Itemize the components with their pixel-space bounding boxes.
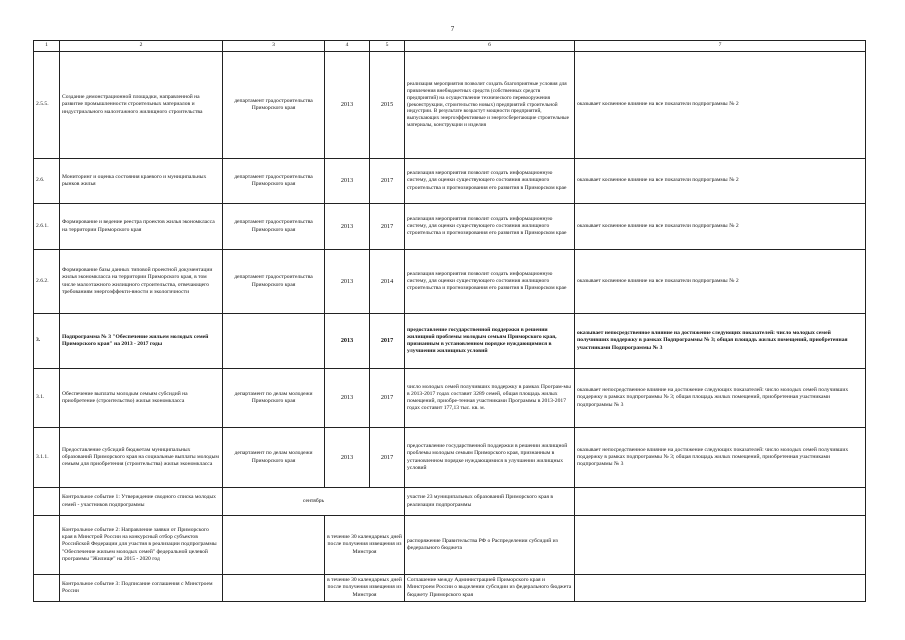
indicator-relation [575, 575, 866, 602]
page-number: 7 [450, 25, 455, 33]
indicator-relation: оказывает непосредственное влияние на достижение следующих показателей: число молодых семей получивших поддержку в рамках подпрограммы № 3; общая площадь жилых помещений, приобретенная участниками подпрограммы № 3 [575, 369, 866, 428]
activity-name: Мониторинг и оценка состояния краевого и муниципальных рынков жилья [60, 159, 223, 204]
activity-name: Формирование базы данных типовой проектной документации жилья экономкласса на территории Приморского края, в том числе малоэтажного жилищного строительства, отвечающего требованиям энергоэффекти-вности и экологичности [60, 250, 223, 314]
start-year: 2013 [325, 204, 370, 250]
event-term: сентябрь [223, 488, 405, 516]
end-year: 2014 [370, 250, 405, 314]
row-number [34, 516, 60, 575]
executor: департамент по делам молодежи Приморского края [223, 428, 325, 488]
row-number: 2.5.5. [34, 52, 60, 159]
indicator-relation: оказывает непосредственное влияние на достижение следующих показателей: число молодых семей получивших поддержку в рамках подпрограммы № 3; общая площадь жилых помещений, приобретенная участниками подпрограммы № 3 [575, 428, 866, 488]
end-year: 2017 [370, 314, 405, 369]
executor: департамент градостроительства Приморского края [223, 204, 325, 250]
header-row [34, 41, 866, 52]
row-number: 2.6. [34, 159, 60, 204]
program-activities-table [33, 40, 866, 602]
column-header: 1 [34, 41, 60, 52]
event-name: Контрольное событие 3: Подписание соглашения с Минстроем России [60, 575, 223, 602]
row-number: 2.6.2. [34, 250, 60, 314]
executor: департамент градостроительства Приморского края [223, 52, 325, 159]
event-result: участие 23 муниципальных образований Приморского края в реализации подпрограммы [405, 488, 575, 516]
row-number: 3.1. [34, 369, 60, 428]
control-event-row [34, 516, 866, 575]
executor: департамент по делам молодежи Приморского края [223, 369, 325, 428]
table-row [34, 52, 866, 159]
event-result: распоряжение Правительства РФ о Распределении субсидий из федерального бюджета [405, 516, 575, 575]
activity-name: Формирование и ведение реестра проектов жилья экономкласса на территории Приморского края [60, 204, 223, 250]
start-year: 2013 [325, 159, 370, 204]
table-row [34, 369, 866, 428]
indicator-relation: оказывает косвенное влияние на все показатели подпрограммы № 2 [575, 52, 866, 159]
expected-result: реализация мероприятия позволит создать благоприятные условия для привлечения внебюджетных средств (собственных средств предприятий) на осуществление технического перевооружения (реконструкции, строительство новых) предприятий строительной индустрии. В результате возрастут мощности предприятий, выпускающих энергоэффективные и энергосберегающие строительные материалы, конструкции и изделия [405, 52, 575, 159]
indicator-relation: оказывает косвенное влияние на все показатели подпрограммы № 2 [575, 204, 866, 250]
executor [223, 575, 325, 602]
end-year: 2017 [370, 159, 405, 204]
end-year: 2015 [370, 52, 405, 159]
table-row [34, 159, 866, 204]
table-row [34, 204, 866, 250]
executor: департамент градостроительства Приморского края [223, 250, 325, 314]
end-year: 2017 [370, 204, 405, 250]
activity-name: Подпрограмма № 3 "Обеспечение жильем молодых семей Приморского края" на 2013 - 2017 годы [60, 314, 223, 369]
row-number: 2.6.1. [34, 204, 60, 250]
table-row [34, 428, 866, 488]
event-name: Контрольное событие 1: Утверждение сводного списка молодых семей - участников подпрограммы [60, 488, 223, 516]
row-number [34, 488, 60, 516]
end-year: 2017 [370, 369, 405, 428]
control-event-row [34, 488, 866, 516]
indicator-relation [575, 516, 866, 575]
end-year: 2017 [370, 428, 405, 488]
event-term: в течение 30 календарных дней после получения извещения из Минстроя [325, 516, 405, 575]
start-year: 2013 [325, 369, 370, 428]
expected-result: предоставление государственной поддержки в решении жилищной проблемы молодым семьям Приморского края, признанным в установленном порядке нуждающимися в улучшении жилищных условий [405, 428, 575, 488]
control-event-row [34, 575, 866, 602]
column-header: 6 [405, 41, 575, 52]
table-row [34, 250, 866, 314]
indicator-relation: оказывает косвенное влияние на все показатели подпрограммы № 2 [575, 250, 866, 314]
column-header: 4 [325, 41, 370, 52]
row-number: 3. [34, 314, 60, 369]
row-number: 3.1.1. [34, 428, 60, 488]
start-year: 2013 [325, 250, 370, 314]
event-name: Контрольное событие 2: Направление заявки от Приморского края в Минстрой России на конкурсный отбор субъектов Российской Федерации для участия в реализации подпрограммы "Обеспечение жильем молодых семей" федеральной целевой программы "Жилище" на 2015 - 2020 год [60, 516, 223, 575]
executor [223, 516, 325, 575]
column-header: 5 [370, 41, 405, 52]
activity-name: Создание демонстрационной площадки, направленной на развитие промышленности строительных материалов и индустриального малоэтажного жилищного строительства [60, 52, 223, 159]
table-row [34, 314, 866, 369]
indicator-relation: оказывает косвенное влияние на все показатели подпрограммы № 2 [575, 159, 866, 204]
row-number [34, 575, 60, 602]
executor: департамент градостроительства Приморского края [223, 159, 325, 204]
activity-name: Предоставление субсидий бюджетам муниципальных образований Приморского края на социальные выплаты молодым семьям для приобретения (строительства) жилья экономкласса [60, 428, 223, 488]
column-header: 2 [60, 41, 223, 52]
expected-result: предоставление государственной поддержки в решении жилищной проблемы молодым семьям Приморского края, признанным в установленном порядке нуждающимися в улучшении жилищных условий [405, 314, 575, 369]
indicator-relation [575, 488, 866, 516]
expected-result: реализация мероприятия позволит создать информационную систему, для оценки существующего состояния жилищного строительства и прогнозирования его развития в Приморском крае [405, 159, 575, 204]
start-year: 2013 [325, 428, 370, 488]
event-result: Соглашение между Администрацией Приморского края и Минстроем России о выделении субсидии из федерального бюджета бюджету Приморского края [405, 575, 575, 602]
start-year: 2013 [325, 52, 370, 159]
expected-result: число молодых семей получивших поддержку в рамках Програм-мы в 2013-2017 годах составит 3289 семей, общая площадь жилых помещений, приобре-тенная участниками Программы в 2013-2017 годах составит 177,13 тыс. кв. м. [405, 369, 575, 428]
column-header: 3 [223, 41, 325, 52]
event-term: в течение 30 календарных дней после получения извещения из Минстроя [325, 575, 405, 602]
activity-name: Обеспечение выплаты молодым семьям субсидий на приобретение (строительство) жилья экономкласса [60, 369, 223, 428]
expected-result: реализация мероприятия позволит создать информационную систему, для оценки существующего состояния жилищного строительства и прогнозирования его развития в Приморском крае [405, 250, 575, 314]
start-year: 2013 [325, 314, 370, 369]
column-header: 7 [575, 41, 866, 52]
indicator-relation: оказывает непосредственное влияние на достижение следующих показателей: число молодых семей получивших поддержку в рамках Подпрограммы № 3; общая площадь жилых помещений, приобретенная участниками Подпрограммы № 3 [575, 314, 866, 369]
executor [223, 314, 325, 369]
expected-result: реализация мероприятия позволит создать информационную систему, для оценки существующего состояния жилищного строительства и прогнозирования его развития в Приморском крае [405, 204, 575, 250]
